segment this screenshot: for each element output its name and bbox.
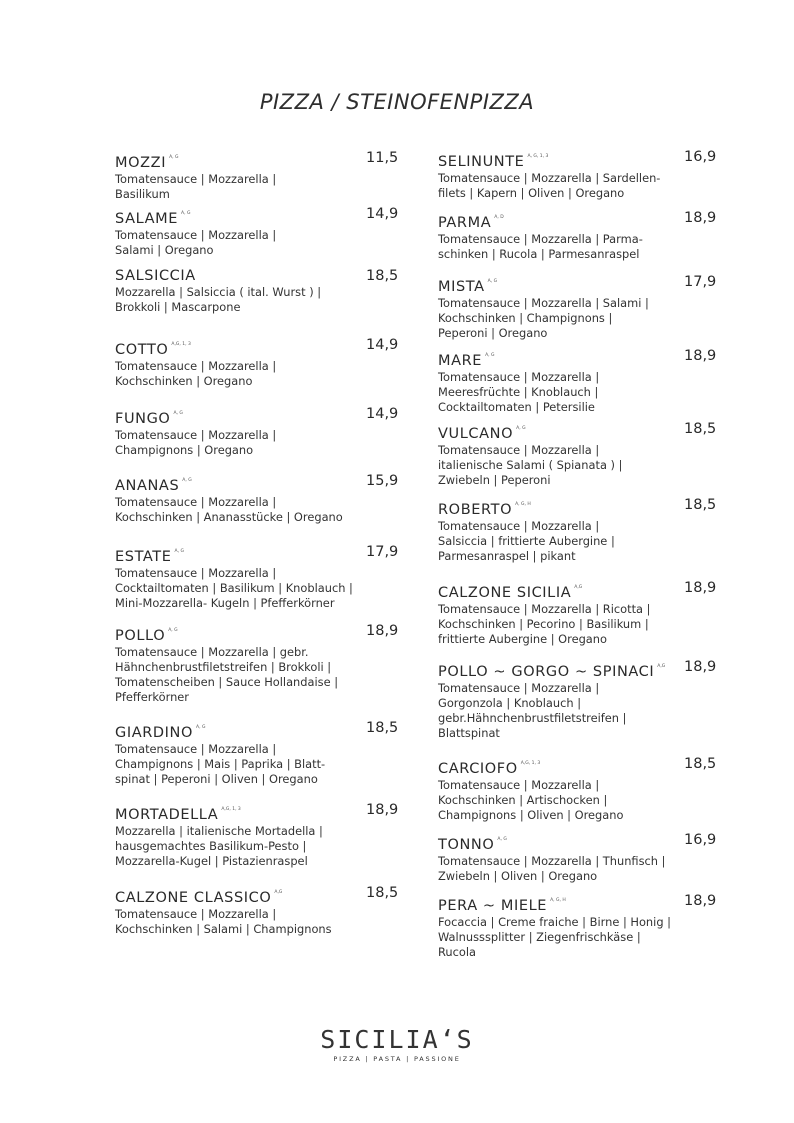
allergen-codes: A,G bbox=[274, 890, 283, 895]
item-description bbox=[115, 428, 415, 458]
description-line: Tomatensauce | Mozzarella | Ricotta | bbox=[438, 602, 651, 616]
description-line: Tomatensauce | Mozzarella | bbox=[115, 228, 277, 242]
menu-item bbox=[115, 884, 415, 937]
description-line: Focaccia | Creme fraiche | Birne | Honig | bbox=[438, 915, 672, 929]
item-description bbox=[115, 742, 415, 787]
item-price: 15,9 bbox=[366, 473, 399, 489]
description-line: Tomatensauce | Mozzarella | bbox=[438, 778, 600, 792]
description-line: hausgemachtes Basilikum-Pesto | bbox=[115, 839, 307, 853]
menu-item bbox=[438, 209, 738, 262]
description-line: Parmesanraspel | pikant bbox=[438, 549, 576, 563]
sicilias-logo bbox=[0, 1026, 794, 1063]
allergen-codes: A, G, H bbox=[515, 502, 531, 507]
menu-item bbox=[115, 149, 415, 202]
item-price: 16,9 bbox=[684, 832, 717, 848]
allergen-codes: A, G bbox=[168, 628, 178, 633]
allergen-codes: A,G bbox=[574, 585, 583, 590]
item-price: 17,9 bbox=[684, 274, 717, 290]
item-price: 18,9 bbox=[684, 893, 717, 909]
menu-item bbox=[438, 273, 738, 341]
item-price: 18,5 bbox=[684, 497, 717, 513]
description-line: Mozzarella | Salsiccia ( ital. Wurst ) | bbox=[115, 285, 322, 299]
item-name-text: CARCIOFO bbox=[438, 761, 518, 777]
description-line: Mozzarella | italienische Mortadella | bbox=[115, 824, 323, 838]
item-name-text: MORTADELLA bbox=[115, 807, 219, 823]
item-name-text: ESTATE bbox=[115, 549, 172, 565]
item-description bbox=[115, 228, 415, 258]
description-line: gebr.Hähnchenbrustfiletstreifen | bbox=[438, 711, 627, 725]
item-name-text: FUNGO bbox=[115, 411, 171, 427]
item-name-text: TONNO bbox=[438, 837, 495, 853]
description-line: Kochschinken | Pecorino | Basilikum | bbox=[438, 617, 649, 631]
description-line: italienische Salami ( Spianata ) | bbox=[438, 458, 623, 472]
description-line: Tomatensauce | Mozzarella | Thunfisch | bbox=[438, 854, 666, 868]
menu-item bbox=[115, 336, 415, 389]
item-description bbox=[438, 296, 738, 341]
description-line: Tomatensauce | Mozzarella | bbox=[115, 495, 277, 509]
item-description bbox=[438, 854, 738, 884]
description-line: Tomatensauce | Mozzarella | Parma- bbox=[438, 232, 643, 246]
description-line: Hähnchenbrustfiletstreifen | Brokkoli | bbox=[115, 660, 332, 674]
item-price: 14,9 bbox=[366, 406, 399, 422]
logo-tagline: PIZZA | PASTA | PASSIONE bbox=[333, 1055, 461, 1063]
item-description bbox=[438, 915, 738, 960]
item-price: 14,9 bbox=[366, 206, 399, 222]
item-price: 18,9 bbox=[366, 802, 399, 818]
description-line: Champignons | Oregano bbox=[115, 443, 254, 457]
description-line: filets | Kapern | Oliven | Oregano bbox=[438, 186, 625, 200]
item-price: 18,5 bbox=[366, 885, 399, 901]
item-description bbox=[438, 232, 738, 262]
description-line: Tomatensauce | Mozzarella | Sardellen- bbox=[438, 171, 661, 185]
menu-item bbox=[438, 148, 738, 201]
menu-item bbox=[115, 267, 415, 315]
description-line: Tomatensauce | Mozzarella | gebr. bbox=[115, 645, 309, 659]
item-name-text: CALZONE SICILIA bbox=[438, 585, 572, 601]
description-line: Mozzarella-Kugel | Pistazienraspel bbox=[115, 854, 308, 868]
item-name-text: POLLO ~ GORGO ~ SPINACI bbox=[438, 664, 655, 680]
item-description bbox=[438, 443, 738, 488]
item-description bbox=[115, 172, 415, 202]
menu-item bbox=[438, 496, 738, 564]
description-line: frittierte Aubergine | Oregano bbox=[438, 632, 607, 646]
description-line: Blattspinat bbox=[438, 726, 500, 740]
description-line: Salami | Oregano bbox=[115, 243, 214, 257]
item-name-text: PARMA bbox=[438, 215, 492, 231]
description-line: Mini-Mozzarella- Kugeln | Pfefferkörner bbox=[115, 596, 335, 610]
allergen-codes: A, G bbox=[174, 549, 184, 554]
allergen-codes: A, G bbox=[173, 411, 183, 416]
item-description bbox=[115, 495, 415, 525]
menu-item bbox=[115, 801, 415, 869]
description-line: Tomatensauce | Mozzarella | bbox=[438, 681, 600, 695]
menu-item bbox=[438, 831, 738, 884]
item-name-text: ANANAS bbox=[115, 478, 180, 494]
page-title: PIZZA / STEINOFENPIZZA bbox=[259, 90, 535, 114]
menu-item bbox=[115, 719, 415, 787]
item-price: 16,9 bbox=[684, 149, 717, 165]
description-line: Zwiebeln | Peperoni bbox=[438, 473, 551, 487]
description-line: Tomatensauce | Mozzarella | bbox=[438, 519, 600, 533]
item-price: 14,9 bbox=[366, 337, 399, 353]
allergen-codes: A, G bbox=[485, 353, 495, 358]
item-name-text: POLLO bbox=[115, 628, 166, 644]
description-line: Kochschinken | Champignons | bbox=[438, 311, 613, 325]
item-description bbox=[438, 602, 738, 647]
description-line: Pfefferkörner bbox=[115, 690, 189, 704]
description-line: Kochschinken | Artischocken | bbox=[438, 793, 608, 807]
description-line: Salsiccia | frittierte Aubergine | bbox=[438, 534, 615, 548]
allergen-codes: A, D bbox=[494, 215, 504, 220]
description-line: Gorgonzola | Knoblauch | bbox=[438, 696, 582, 710]
allergen-codes: A, G, H bbox=[550, 898, 566, 903]
item-price: 18,9 bbox=[366, 623, 399, 639]
description-line: Tomatenscheiben | Sauce Hollandaise | bbox=[115, 675, 339, 689]
item-price: 18,5 bbox=[684, 421, 717, 437]
description-line: Cocktailtomaten | Basilikum | Knoblauch | bbox=[115, 581, 353, 595]
allergen-codes: A, G, 1, 3 bbox=[527, 154, 549, 159]
item-price: 18,5 bbox=[684, 756, 717, 772]
description-line: Tomatensauce | Mozzarella | Salami | bbox=[438, 296, 649, 310]
item-description bbox=[438, 370, 738, 415]
item-price: 11,5 bbox=[366, 150, 399, 166]
item-description bbox=[115, 907, 415, 937]
description-line: Walnusssplitter | Ziegenfrischkäse | bbox=[438, 930, 641, 944]
item-name-text: CALZONE CLASSICO bbox=[115, 890, 272, 906]
item-price: 18,9 bbox=[684, 210, 717, 226]
description-line: Meeresfrüchte | Knoblauch | bbox=[438, 385, 599, 399]
description-line: Peperoni | Oregano bbox=[438, 326, 548, 340]
allergen-codes: A, G bbox=[181, 211, 191, 216]
item-name-text: COTTO bbox=[115, 342, 169, 358]
item-name-text: SELINUNTE bbox=[438, 154, 525, 170]
item-description bbox=[438, 681, 738, 741]
item-description bbox=[438, 519, 738, 564]
item-price: 18,9 bbox=[684, 580, 717, 596]
menu-item bbox=[115, 205, 415, 258]
menu-item bbox=[438, 755, 738, 823]
menu-item bbox=[438, 347, 738, 415]
description-line: Zwiebeln | Oliven | Oregano bbox=[438, 869, 598, 883]
description-line: Rucola bbox=[438, 945, 476, 959]
description-line: Kochschinken | Salami | Champignons bbox=[115, 922, 332, 936]
logo-name: SICILIA‘S bbox=[320, 1025, 474, 1054]
description-line: Kochschinken | Ananasstücke | Oregano bbox=[115, 510, 343, 524]
menu-item bbox=[438, 420, 738, 488]
description-line: Tomatensauce | Mozzarella | bbox=[115, 428, 277, 442]
description-line: Tomatensauce | Mozzarella | bbox=[115, 907, 277, 921]
item-description bbox=[115, 359, 415, 389]
allergen-codes: A, G bbox=[169, 155, 179, 160]
item-name-text: MOZZI bbox=[115, 155, 167, 171]
item-price: 18,9 bbox=[684, 348, 717, 364]
item-description bbox=[115, 285, 415, 315]
item-description bbox=[438, 778, 738, 823]
item-price: 18,5 bbox=[366, 720, 399, 736]
allergen-codes: A,G, 1, 3 bbox=[171, 342, 191, 347]
allergen-codes: A,G, 1, 3 bbox=[520, 761, 541, 766]
allergen-codes: A, G bbox=[487, 279, 498, 284]
description-line: Basilikum bbox=[115, 187, 170, 201]
description-line: Cocktailtomaten | Petersilie bbox=[438, 400, 595, 414]
description-line: Tomatensauce | Mozzarella | bbox=[115, 359, 277, 373]
description-line: Champignons | Oliven | Oregano bbox=[438, 808, 624, 822]
description-line: Brokkoli | Mascarpone bbox=[115, 300, 241, 314]
description-line: Tomatensauce | Mozzarella | bbox=[115, 566, 277, 580]
allergen-codes: A, G bbox=[516, 426, 526, 431]
item-description bbox=[115, 566, 415, 611]
item-name-text: PERA ~ MIELE bbox=[438, 898, 548, 914]
description-line: Tomatensauce | Mozzarella | bbox=[115, 742, 277, 756]
menu-item bbox=[438, 892, 738, 960]
description-line: schinken | Rucola | Parmesanraspel bbox=[438, 247, 640, 261]
menu-item bbox=[115, 543, 415, 611]
item-name-text: ROBERTO bbox=[438, 502, 513, 518]
allergen-codes: A,G bbox=[657, 664, 666, 669]
menu-item bbox=[115, 622, 415, 705]
menu-item bbox=[438, 579, 738, 647]
menu-item bbox=[438, 658, 738, 741]
item-price: 18,9 bbox=[684, 659, 717, 675]
description-line: Champignons | Mais | Paprika | Blatt- bbox=[115, 757, 326, 771]
allergen-codes: A,G, 1, 3 bbox=[221, 807, 241, 812]
item-name-text: SALAME bbox=[115, 211, 178, 227]
allergen-codes: A, G bbox=[196, 725, 206, 730]
item-description bbox=[438, 171, 738, 201]
description-line: Tomatensauce | Mozzarella | bbox=[115, 172, 277, 186]
menu-item bbox=[115, 472, 415, 525]
menu-item bbox=[115, 405, 415, 458]
item-price: 17,9 bbox=[366, 544, 399, 560]
item-name-text: MARE bbox=[438, 353, 483, 369]
item-name-text: GIARDINO bbox=[115, 725, 194, 741]
item-description bbox=[115, 824, 415, 869]
item-name-text: MISTA bbox=[438, 279, 485, 295]
item-description bbox=[115, 645, 415, 705]
item-name-text: SALSICCIA bbox=[115, 268, 196, 284]
description-line: Tomatensauce | Mozzarella | bbox=[438, 370, 600, 384]
item-price: 18,5 bbox=[366, 268, 399, 284]
allergen-codes: A, G bbox=[182, 478, 192, 483]
item-name-text: VULCANO bbox=[438, 426, 514, 442]
description-line: Tomatensauce | Mozzarella | bbox=[438, 443, 600, 457]
description-line: Kochschinken | Oregano bbox=[115, 374, 253, 388]
allergen-codes: A, G bbox=[497, 837, 507, 842]
description-line: spinat | Peperoni | Oliven | Oregano bbox=[115, 772, 318, 786]
